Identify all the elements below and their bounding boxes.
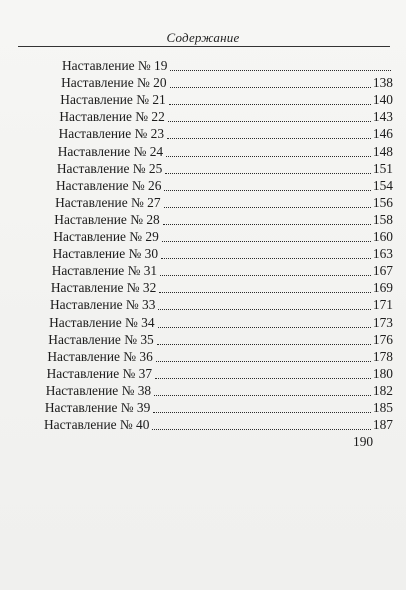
toc-dot-leader (157, 344, 371, 345)
toc-entry-page: 138 (372, 75, 393, 91)
toc-dot-leader (166, 156, 371, 157)
toc-entry-label: Наставление № 24 (57, 143, 164, 159)
toc-entry-page: 154 (372, 177, 393, 193)
toc-entry (59, 109, 393, 125)
toc-entry (58, 144, 393, 160)
toc-entry-label: Наставление № 26 (56, 177, 162, 193)
toc-dot-leader (170, 87, 371, 88)
toc-entry-page: 169 (372, 280, 393, 296)
toc-entry (47, 349, 393, 365)
toc-entry (47, 366, 393, 382)
toc-entry-page: 146 (372, 126, 393, 142)
toc-final-page-number: 190 (353, 434, 374, 450)
toc-dot-leader (158, 309, 370, 310)
page-header-title: Содержание (166, 30, 240, 45)
toc-entry (45, 400, 393, 416)
toc-entry (48, 332, 393, 348)
toc-dot-leader (163, 224, 371, 225)
toc-entry (46, 383, 393, 399)
toc-dot-leader (168, 121, 371, 122)
toc-entry (53, 246, 393, 262)
toc-entry-label: Наставление № 25 (56, 160, 163, 176)
toc-entry-label: Наставление № 36 (47, 348, 153, 364)
toc-dot-leader (154, 395, 371, 396)
toc-entry (62, 58, 393, 74)
toc-dot-leader (162, 241, 371, 242)
toc-dot-leader (165, 173, 371, 174)
toc-entry (52, 263, 393, 279)
toc-dot-leader (152, 429, 370, 430)
toc-entry-label: Наставление № 29 (53, 229, 159, 244)
toc-entry-label: Наставление № 22 (59, 109, 165, 125)
toc-dot-leader (160, 275, 371, 276)
toc-entry-page: 176 (372, 331, 393, 347)
toc-entry-label: Наставление № 27 (55, 194, 161, 210)
toc-entry-page: 156 (372, 194, 393, 210)
toc-dot-leader (164, 190, 370, 191)
toc-entry (54, 212, 393, 228)
toc-dot-leader (164, 207, 371, 208)
toc-entry-page: 158 (372, 211, 393, 227)
toc-entry-page: 173 (372, 314, 393, 330)
toc-entry-page: 160 (372, 229, 393, 244)
toc-entry-label: Наставление № 31 (51, 263, 158, 279)
toc-entry-page: 180 (372, 365, 393, 381)
toc-entry (60, 92, 393, 108)
toc-entry-label: Наставление № 19 (62, 58, 168, 73)
toc-dot-leader (155, 378, 371, 379)
toc-entry-page: 143 (372, 109, 393, 125)
toc-entry (57, 161, 393, 177)
toc-entry (49, 315, 393, 331)
toc-entry-label: Наставление № 28 (54, 211, 160, 227)
toc-entry (50, 297, 393, 313)
toc-entry-page: 185 (372, 400, 393, 415)
toc-entry-label: Наставление № 20 (61, 75, 167, 91)
toc-entry-page: 148 (372, 143, 393, 159)
toc-dot-leader (161, 258, 371, 259)
toc-entry-label: Наставление № 30 (52, 246, 159, 262)
toc-entry-label: Наставление № 32 (50, 280, 157, 296)
toc-dot-leader (167, 138, 371, 139)
toc-entry-page: 178 (372, 348, 393, 364)
toc-entry-label: Наставление № 33 (50, 297, 156, 313)
toc-entry (56, 178, 393, 194)
toc-entry (51, 280, 393, 296)
toc-entry-page: 163 (372, 246, 393, 262)
toc-entry-label: Наставление № 35 (48, 331, 154, 347)
toc-entry-label: Наставление № 37 (46, 365, 153, 381)
toc-entry (61, 75, 393, 91)
toc-entry-label: Наставление № 39 (44, 400, 151, 415)
toc-entry-label: Наставление № 34 (49, 314, 155, 330)
toc-entry (55, 195, 393, 211)
toc-entry (53, 229, 393, 245)
toc-dot-leader (153, 412, 371, 413)
toc-entry-label: Наставление № 21 (60, 92, 166, 108)
toc-entry-page: 171 (372, 297, 393, 313)
toc-dot-leader (156, 361, 371, 362)
toc-dot-leader (159, 292, 371, 293)
toc-entry (59, 126, 393, 142)
toc-dot-leader (170, 70, 391, 71)
toc-entry (44, 417, 393, 433)
toc-entry-page: 187 (372, 417, 393, 433)
toc-entry-page: 167 (372, 263, 393, 279)
toc-dot-leader (158, 327, 371, 328)
toc-entry-page: 182 (372, 382, 393, 398)
toc-dot-leader (169, 104, 371, 105)
toc-entry-label: Наставление № 38 (45, 382, 152, 398)
toc-entry-page: 151 (372, 160, 393, 176)
toc-entry-label: Наставление № 40 (44, 417, 150, 433)
toc-entry-page: 140 (372, 92, 393, 108)
toc-entry-label: Наставление № 23 (58, 126, 165, 142)
